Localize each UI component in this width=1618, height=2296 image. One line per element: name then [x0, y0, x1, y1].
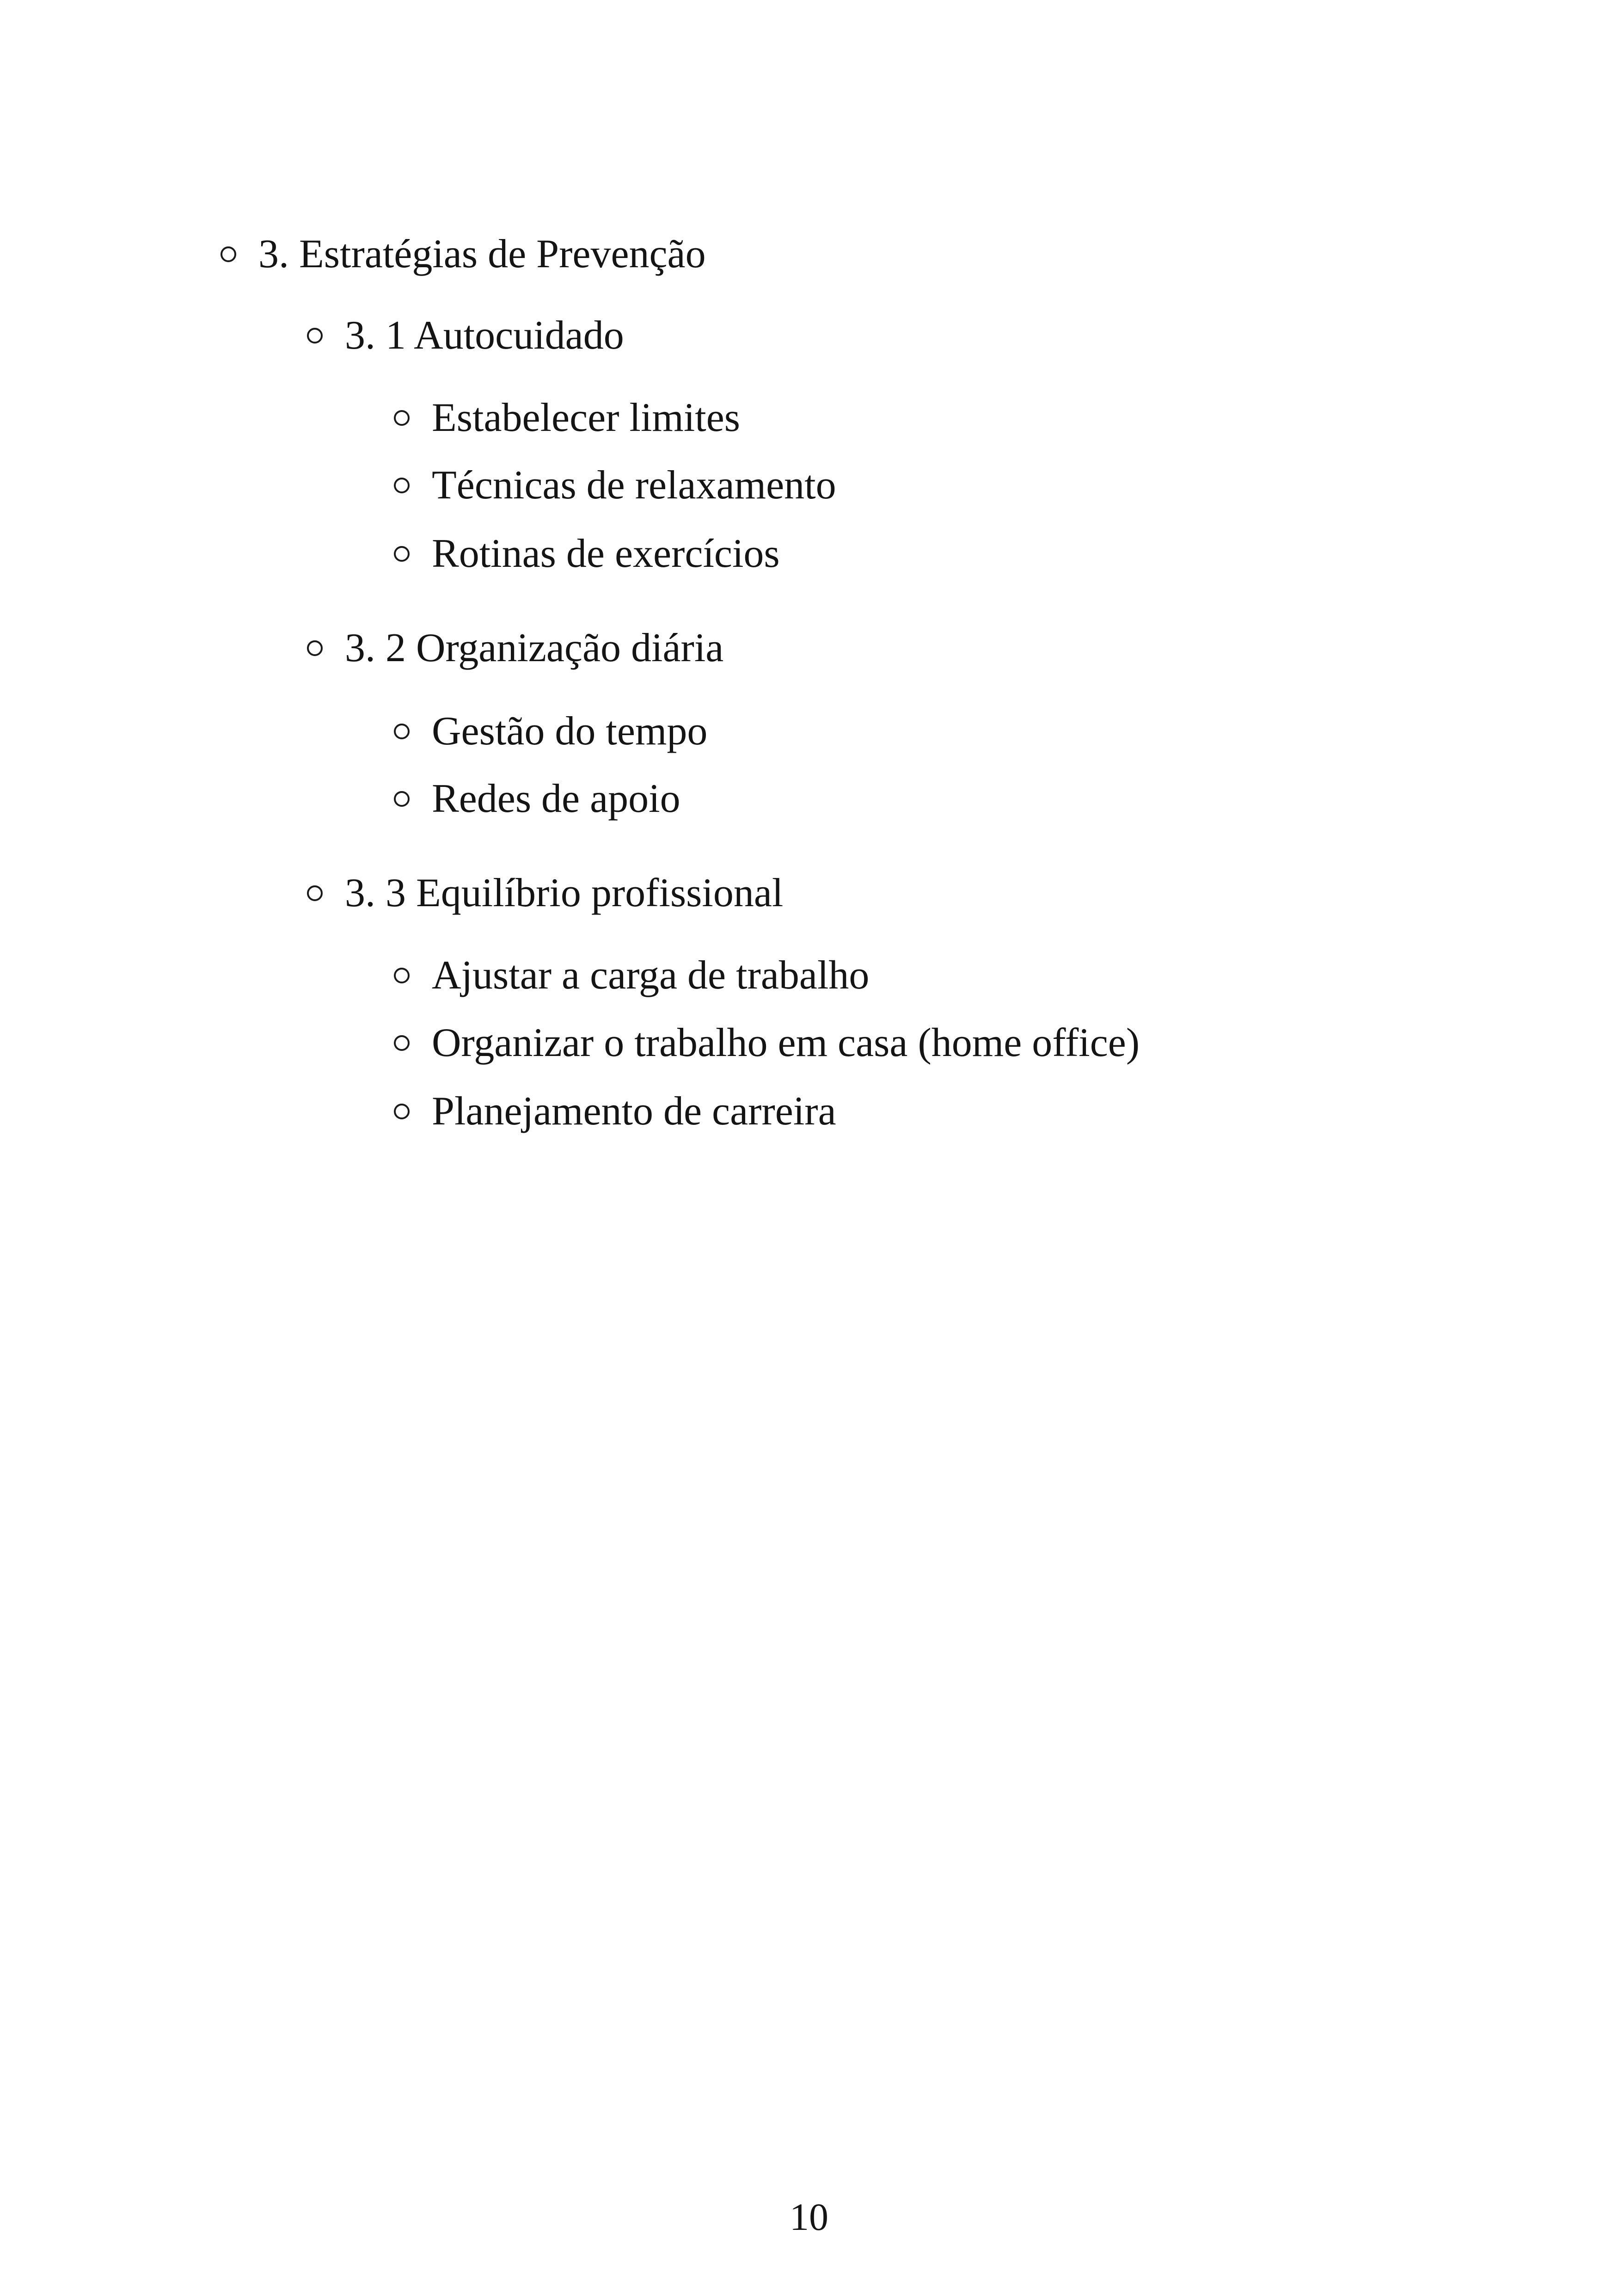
hollow-circle-bullet-icon: [394, 1104, 410, 1119]
list-item-label: Organizar o trabalho em casa (home office): [432, 1020, 1140, 1065]
subsection-heading: 3. 2 Organização diária: [345, 626, 724, 670]
subsection-heading: 3. 3 Equilíbrio profissional: [345, 871, 784, 915]
hollow-circle-bullet-icon: [394, 791, 410, 807]
outline-item: [394, 390, 740, 446]
list-item-label: Técnicas de relaxamento: [432, 463, 836, 508]
page-number: 10: [790, 2196, 828, 2239]
outline-subsection: [307, 308, 624, 363]
hollow-circle-bullet-icon: [307, 885, 323, 901]
list-item-label: Estabelecer limites: [432, 395, 741, 440]
hollow-circle-bullet-icon: [221, 246, 236, 262]
list-item-label: Planejamento de carreira: [432, 1089, 836, 1134]
outline-item: [394, 771, 680, 827]
outline-item: [394, 948, 869, 1003]
outline-item: [394, 526, 780, 582]
hollow-circle-bullet-icon: [394, 724, 410, 739]
outline-subsection: [307, 866, 783, 921]
section-heading: 3. Estratégias de Prevenção: [258, 232, 706, 276]
hollow-circle-bullet-icon: [394, 968, 410, 983]
list-item-label: Redes de apoio: [432, 776, 680, 821]
hollow-circle-bullet-icon: [394, 546, 410, 562]
outline-section: [221, 227, 706, 282]
hollow-circle-bullet-icon: [394, 410, 410, 426]
outline-item: [394, 704, 707, 759]
outline-item: [394, 1084, 836, 1139]
list-item-label: Gestão do tempo: [432, 709, 708, 754]
outline-item: [394, 458, 836, 513]
list-item-label: Ajustar a carga de trabalho: [432, 953, 870, 998]
subsection-heading: 3. 1 Autocuidado: [345, 313, 624, 358]
list-item-label: Rotinas de exercícios: [432, 531, 780, 576]
outline-item: [394, 1015, 1140, 1071]
hollow-circle-bullet-icon: [394, 478, 410, 493]
hollow-circle-bullet-icon: [307, 328, 323, 344]
outline-subsection: [307, 620, 723, 676]
hollow-circle-bullet-icon: [307, 640, 323, 656]
hollow-circle-bullet-icon: [394, 1035, 410, 1051]
